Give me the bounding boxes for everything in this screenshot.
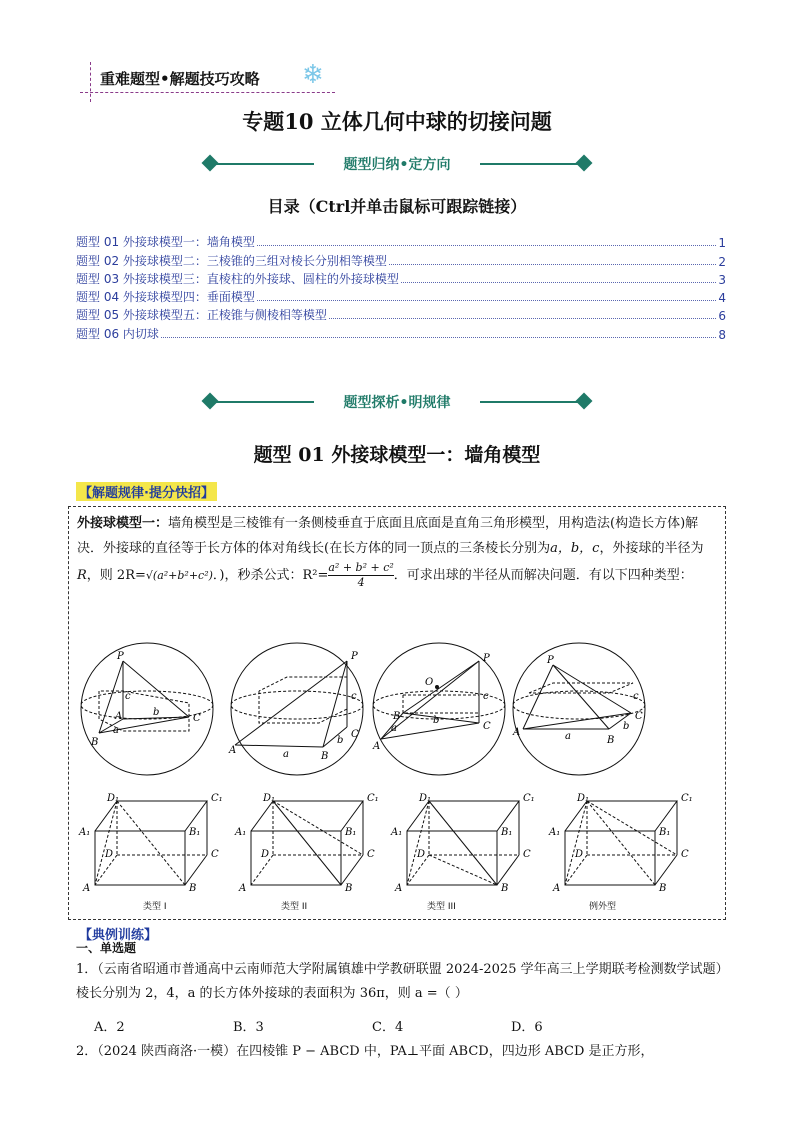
- figure-caption: 类型 III: [427, 902, 456, 912]
- toc-link-5[interactable]: 题型 05 外接球模型五：正棱锥与侧棱相等模型 6: [76, 308, 726, 324]
- svg-text:P: P: [117, 651, 124, 662]
- header-tag: [80, 62, 420, 100]
- svg-text:A: A: [239, 883, 247, 894]
- snowflake-icon: ❄: [302, 60, 324, 90]
- svg-text:a: a: [391, 723, 397, 734]
- svg-text:C₁: C₁: [681, 793, 693, 804]
- banner-label: 题型归纳•定方向: [343, 157, 451, 173]
- sphere-figure-3: [369, 639, 509, 779]
- examples-tag: 【典例训练】: [79, 928, 158, 943]
- question-1-options: [94, 1016, 650, 1035]
- method-box: [68, 506, 726, 920]
- toc-link-6[interactable]: 题型 06 内切球 8: [76, 326, 726, 342]
- svg-text:A: A: [513, 727, 521, 738]
- svg-text:b: b: [153, 707, 160, 718]
- svg-text:c: c: [483, 691, 489, 702]
- table-of-contents: [76, 232, 726, 342]
- tip-tag: 【解题规律·提分快招】: [76, 482, 217, 501]
- svg-text:C: C: [483, 721, 491, 732]
- question-1: 1．（云南省昭通市普通高中云南师范大学附属镇雄中学教研联盟 2024-2025 学年高三上学期联考检测数学试题）棱长分别为 2，4，a 的长方体外接球的表面积为 36π，则 a =（ ）: [76, 962, 723, 1001]
- svg-text:C: C: [367, 849, 375, 860]
- svg-text:P: P: [547, 655, 554, 666]
- cuboid-figure-type-3: [389, 791, 539, 901]
- svg-text:D₁: D₁: [263, 793, 276, 804]
- svg-text:B₁: B₁: [501, 827, 513, 838]
- option-a: A．2: [94, 1020, 125, 1035]
- svg-text:B: B: [189, 883, 197, 894]
- svg-text:B: B: [91, 737, 99, 748]
- svg-text:D₁: D₁: [107, 793, 120, 804]
- svg-text:C₁: C₁: [523, 793, 535, 804]
- svg-text:b: b: [433, 715, 440, 726]
- svg-text:B₁: B₁: [189, 827, 201, 838]
- svg-text:C₁: C₁: [211, 793, 223, 804]
- svg-text:C₁: C₁: [367, 793, 379, 804]
- subheading: 一、单选题: [76, 941, 137, 955]
- svg-text:a: a: [113, 725, 119, 736]
- svg-text:B₁: B₁: [345, 827, 357, 838]
- header-divider: [90, 62, 91, 102]
- svg-text:C: C: [681, 849, 689, 860]
- svg-text:B₁: B₁: [659, 827, 671, 838]
- svg-text:c: c: [633, 691, 639, 702]
- sphere-figure-1: [77, 639, 217, 779]
- svg-text:P: P: [483, 653, 490, 664]
- header-underline: [80, 92, 335, 93]
- svg-text:b: b: [337, 735, 344, 746]
- svg-text:a: a: [283, 749, 289, 760]
- banner-analysis: [200, 392, 594, 412]
- toc-link-2[interactable]: 题型 02 外接球模型二：三棱锥的三组对棱长分别相等模型 2: [76, 253, 726, 269]
- svg-text:A: A: [229, 745, 237, 756]
- option-b: B．3: [233, 1020, 264, 1035]
- page-title: 专题10 立体几何中球的切接问题: [242, 109, 552, 134]
- sphere-figure-4: [509, 639, 649, 779]
- header-label: 重难题型•解题技巧攻略: [100, 70, 260, 88]
- toc-link-1[interactable]: 题型 01 外接球模型一：墙角模型 1: [76, 235, 726, 251]
- svg-text:C: C: [635, 711, 643, 722]
- svg-text:D₁: D₁: [419, 793, 432, 804]
- cuboid-figure-exception: [547, 791, 697, 901]
- svg-text:B: B: [607, 735, 615, 746]
- svg-text:C: C: [351, 729, 359, 740]
- svg-text:D: D: [261, 849, 270, 860]
- toc-link-3[interactable]: 题型 03 外接球模型三：直棱柱的外接球、圆柱的外接球模型 3: [76, 271, 726, 287]
- svg-text:A₁: A₁: [391, 827, 403, 838]
- svg-text:b: b: [623, 721, 630, 732]
- svg-text:O: O: [425, 677, 434, 688]
- figure-caption: 类型 I: [143, 902, 167, 912]
- svg-text:C: C: [523, 849, 531, 860]
- banner-summary: [200, 154, 594, 174]
- svg-text:D: D: [575, 849, 584, 860]
- svg-text:B: B: [393, 711, 401, 722]
- svg-text:a: a: [565, 731, 571, 742]
- svg-text:B: B: [659, 883, 667, 894]
- svg-text:A: A: [373, 741, 381, 752]
- svg-text:A: A: [395, 883, 403, 894]
- svg-text:c: c: [125, 691, 131, 702]
- svg-text:C: C: [193, 713, 201, 724]
- svg-text:A: A: [83, 883, 91, 894]
- toc-link-4[interactable]: 题型 04 外接球模型四：垂面模型 4: [76, 290, 726, 306]
- toc-title: 目录（Ctrl并单击鼠标可跟踪链接）: [267, 197, 527, 216]
- svg-text:c: c: [351, 691, 357, 702]
- svg-text:A: A: [553, 883, 561, 894]
- svg-text:D: D: [417, 849, 426, 860]
- svg-text:B: B: [345, 883, 353, 894]
- svg-text:P: P: [351, 651, 358, 662]
- svg-text:C: C: [211, 849, 219, 860]
- svg-text:A₁: A₁: [79, 827, 91, 838]
- svg-text:D: D: [105, 849, 114, 860]
- svg-text:B: B: [321, 751, 329, 762]
- option-d: D．6: [511, 1020, 543, 1035]
- method-paragraph: 外接球模型一：墙角模型是三棱锥有一条侧棱垂直于底面且底面是直角三角形模型，用构造法(构造长方体)解决．外接球的直径等于长方体的体对角线长(在长方体的同一顶点的三条棱长分别为a，b，c，外接球的半径为R，则 2R=√(a²+b²+c²)．)，秒杀公式：R²= $\frac{\text{a² + b² + c²}}{4}$ ．可求出球的半径从而解决问题．有以下四种类型：: [77, 516, 704, 589]
- svg-text:A₁: A₁: [235, 827, 247, 838]
- figure-caption: 例外型: [589, 902, 617, 912]
- svg-text:D₁: D₁: [577, 793, 590, 804]
- svg-text:A₁: A₁: [549, 827, 561, 838]
- option-c: C．4: [372, 1020, 404, 1035]
- sphere-figure-2: [227, 639, 367, 779]
- cuboid-figure-type-2: [233, 791, 383, 901]
- cuboid-figure-type-1: [77, 791, 227, 901]
- figure-caption: 类型 II: [281, 902, 308, 912]
- banner-label: 题型探析•明规律: [343, 395, 451, 411]
- svg-text:B: B: [501, 883, 509, 894]
- section-title: 题型 01 外接球模型一：墙角模型: [253, 444, 541, 466]
- question-2: 2．（2024 陕西商洛·一模）在四棱锥 P − ABCD 中，PA⊥平面 ABCD，四边形 ABCD 是正方形，: [76, 1044, 654, 1059]
- svg-text:A: A: [115, 711, 123, 722]
